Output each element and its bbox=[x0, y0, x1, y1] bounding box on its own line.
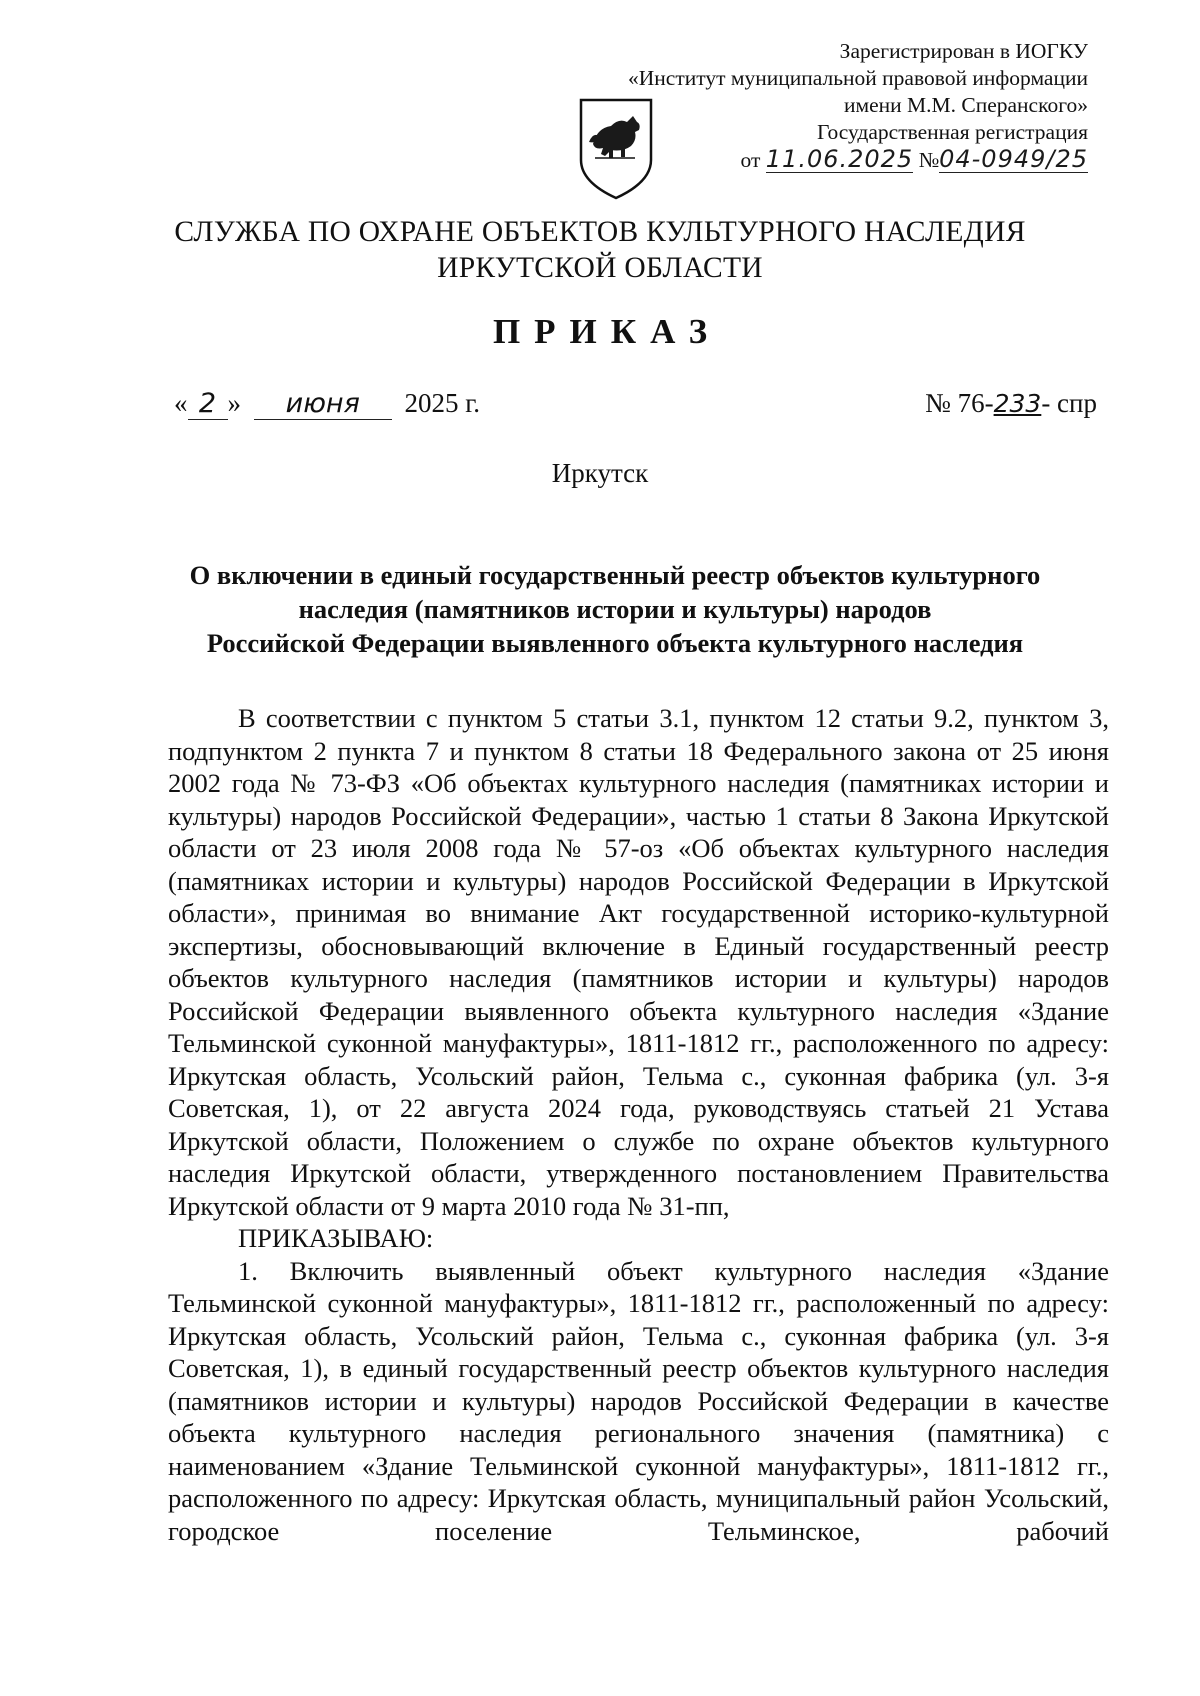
city: Иркутск bbox=[551, 458, 649, 488]
registration-date-number bbox=[628, 146, 1088, 174]
document-body bbox=[168, 702, 1109, 1547]
organization-line-2: ИРКУТСКОЙ ОБЛАСТИ bbox=[437, 252, 763, 284]
date-open-quote: « bbox=[174, 388, 188, 418]
heading-line-2: наследия (памятников истории и культуры) народов bbox=[298, 594, 932, 624]
order-number-handwritten: 233 bbox=[993, 389, 1042, 418]
heading-line-3: Российской Федерации выявленного объекта культурного наследия bbox=[206, 628, 1024, 658]
heading-line-1: О включении в единый государственный реестр объектов культурного bbox=[189, 560, 1041, 590]
order-date bbox=[174, 386, 480, 420]
document-title: ПРИКАЗ bbox=[492, 312, 722, 351]
registration-number: 04-0949/25 bbox=[939, 145, 1088, 173]
registration-line-1: Зарегистрирован в ИОГКУ bbox=[839, 39, 1088, 63]
date-close-quote: » bbox=[227, 388, 241, 418]
item-1-paragraph: 1. Включить выявленный объект культурного наследия «Здание Тельминской суконной мануфактуры», 1811-1812 гг., расположенный по адресу: Иркутская область, Усольский район, Тельма с., суконная фабрика (ул. 3-я Советская, 1), в единый государственный реестр объектов культурного наследия (памятников истории и культуры) народов Российской Федерации в качестве объекта культурного наследия регионального значения (памятника) с наименованием «Здание Тельминской суконной мануфактуры», 1811-1812 гг., расположенного по адресу: Иркутская область, муниципальный район Усольский, городское поселение Тельминское, рабочий bbox=[168, 1255, 1109, 1546]
order-number-prefix: № 76- bbox=[925, 388, 994, 418]
order-number bbox=[925, 386, 1097, 421]
registration-date-prefix: от bbox=[740, 148, 761, 172]
organization-line-1: СЛУЖБА ПО ОХРАНЕ ОБЪЕКТОВ КУЛЬТУРНОГО НАСЛЕДИЯ bbox=[174, 216, 1026, 248]
registration-number-prefix: № bbox=[918, 148, 940, 172]
date-month: июня bbox=[254, 389, 392, 420]
registration-line-3: имени М.М. Сперанского» bbox=[843, 93, 1088, 117]
organization-name bbox=[0, 214, 1200, 286]
coat-of-arms-icon bbox=[575, 92, 657, 202]
order-number-suffix: - спр bbox=[1041, 388, 1097, 418]
registration-line-4: Государственная регистрация bbox=[816, 120, 1088, 144]
preamble-paragraph: В соответствии с пунктом 5 статьи 3.1, пунктом 12 статьи 9.2, пунктом 3, подпунктом 2 пункта 7 и пунктом 8 статьи 18 Федерального закона от 25 июня 2002 года № 73-ФЗ «Об объектах культурного наследия (памятниках истории и культуры) народов Российской Федерации», частью 1 статьи 8 Закона Иркутской области от 23 июля 2008 года № 57-оз «Об объектах культурного наследия (памятниках истории и культуры) народов Российской Федерации в Иркутской области», принимая во внимание Акт государственной историко-культурной экспертизы, обосновывающий включение в Единый государственный реестр объектов культурного наследия (памятников истории и культуры) народов Российской Федерации выявленного объекта культурного наследия «Здание Тельминской суконной мануфактуры», 1811-1812 гг., расположенного по адресу: Иркутская область, Усольский район, Тельма с., суконная фабрика (ул. 3-я Советская, 1), от 22 августа 2024 года, руководствуясь статьей 21 Устава Иркутской области, Положением о службе по охране объектов культурного наследия Иркутской области, утвержденного постановлением Правительства Иркутской области от 9 марта 2010 года № 31-пп, bbox=[168, 703, 1109, 1221]
date-year: 2025 г. bbox=[404, 388, 481, 418]
registration-stamp bbox=[628, 38, 1088, 174]
registration-date: 11.06.2025 bbox=[765, 145, 914, 173]
document-heading bbox=[150, 558, 1080, 660]
order-word: ПРИКАЗЫВАЮ: bbox=[238, 1223, 434, 1253]
date-day: 2 bbox=[188, 389, 228, 420]
registration-line-2: «Институт муниципальной правовой информации bbox=[628, 66, 1088, 90]
